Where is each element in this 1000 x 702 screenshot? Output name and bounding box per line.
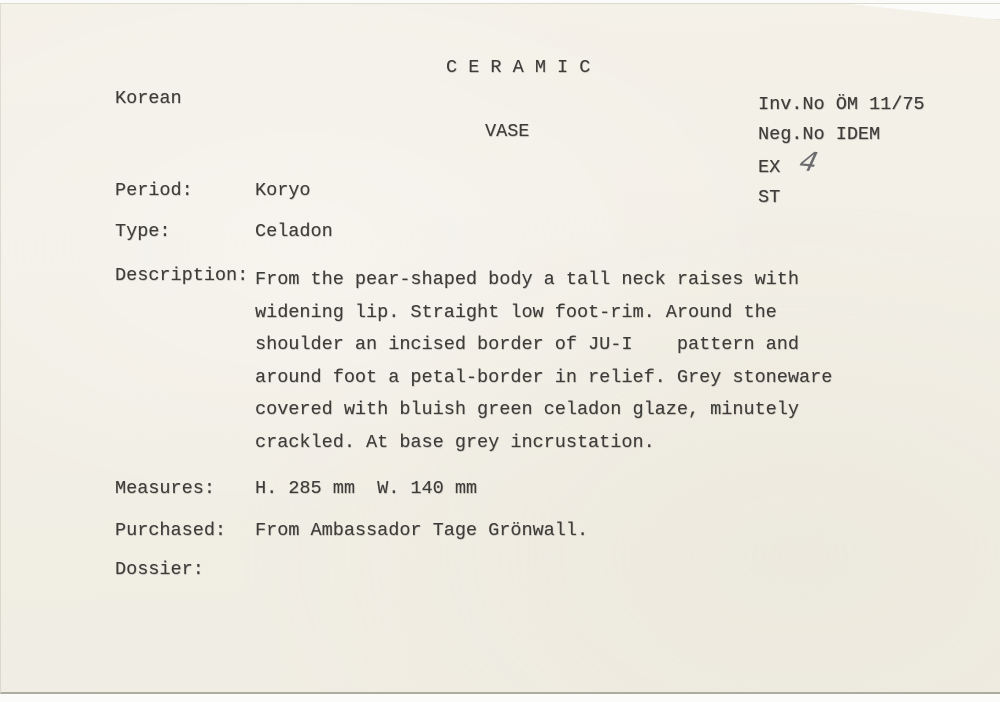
description-text [255, 264, 875, 459]
description-line: From the pear-shaped body a tall neck raises with [255, 269, 799, 290]
description-line: shoulder an incised border of JU-I pattern and [255, 334, 799, 355]
ex-line [758, 146, 925, 183]
description-line: around foot a petal-border in relief. Grey stoneware [255, 366, 833, 388]
catalog-card [0, 3, 1000, 694]
type-label: Type: [115, 221, 171, 242]
period-value: Koryo [255, 180, 311, 201]
description-line: covered with bluish green celadon glaze, minutely [255, 399, 799, 420]
classification-label: Korean [115, 88, 182, 109]
negative-number: Neg.No IDEM [758, 124, 881, 145]
description-line: widening lip. Straight low foot-rim. Around the [255, 301, 777, 323]
inventory-block [758, 90, 925, 213]
inventory-number: Inv.No ÖM 11/75 [758, 94, 925, 115]
purchased-label: Purchased: [115, 520, 227, 541]
period-label: Period: [115, 180, 193, 201]
description-line: crackled. At base grey incrustation. [255, 431, 655, 453]
ex-handwritten-value: 4 [796, 146, 822, 179]
measures-value: H. 285 mm W. 140 mm [255, 478, 478, 499]
type-value: Celadon [255, 221, 333, 242]
dossier-label: Dossier: [115, 559, 204, 580]
purchased-value: From Ambassador Tage Grönwall. [255, 520, 589, 541]
st-label: ST [758, 187, 781, 208]
ex-label: EX [758, 157, 781, 178]
measures-label: Measures: [115, 478, 215, 499]
object-title: VASE [485, 121, 530, 142]
category-title: C E R A M I C [446, 57, 591, 78]
card-corner-top-right [850, 4, 1000, 20]
description-label: Description: [115, 265, 249, 286]
